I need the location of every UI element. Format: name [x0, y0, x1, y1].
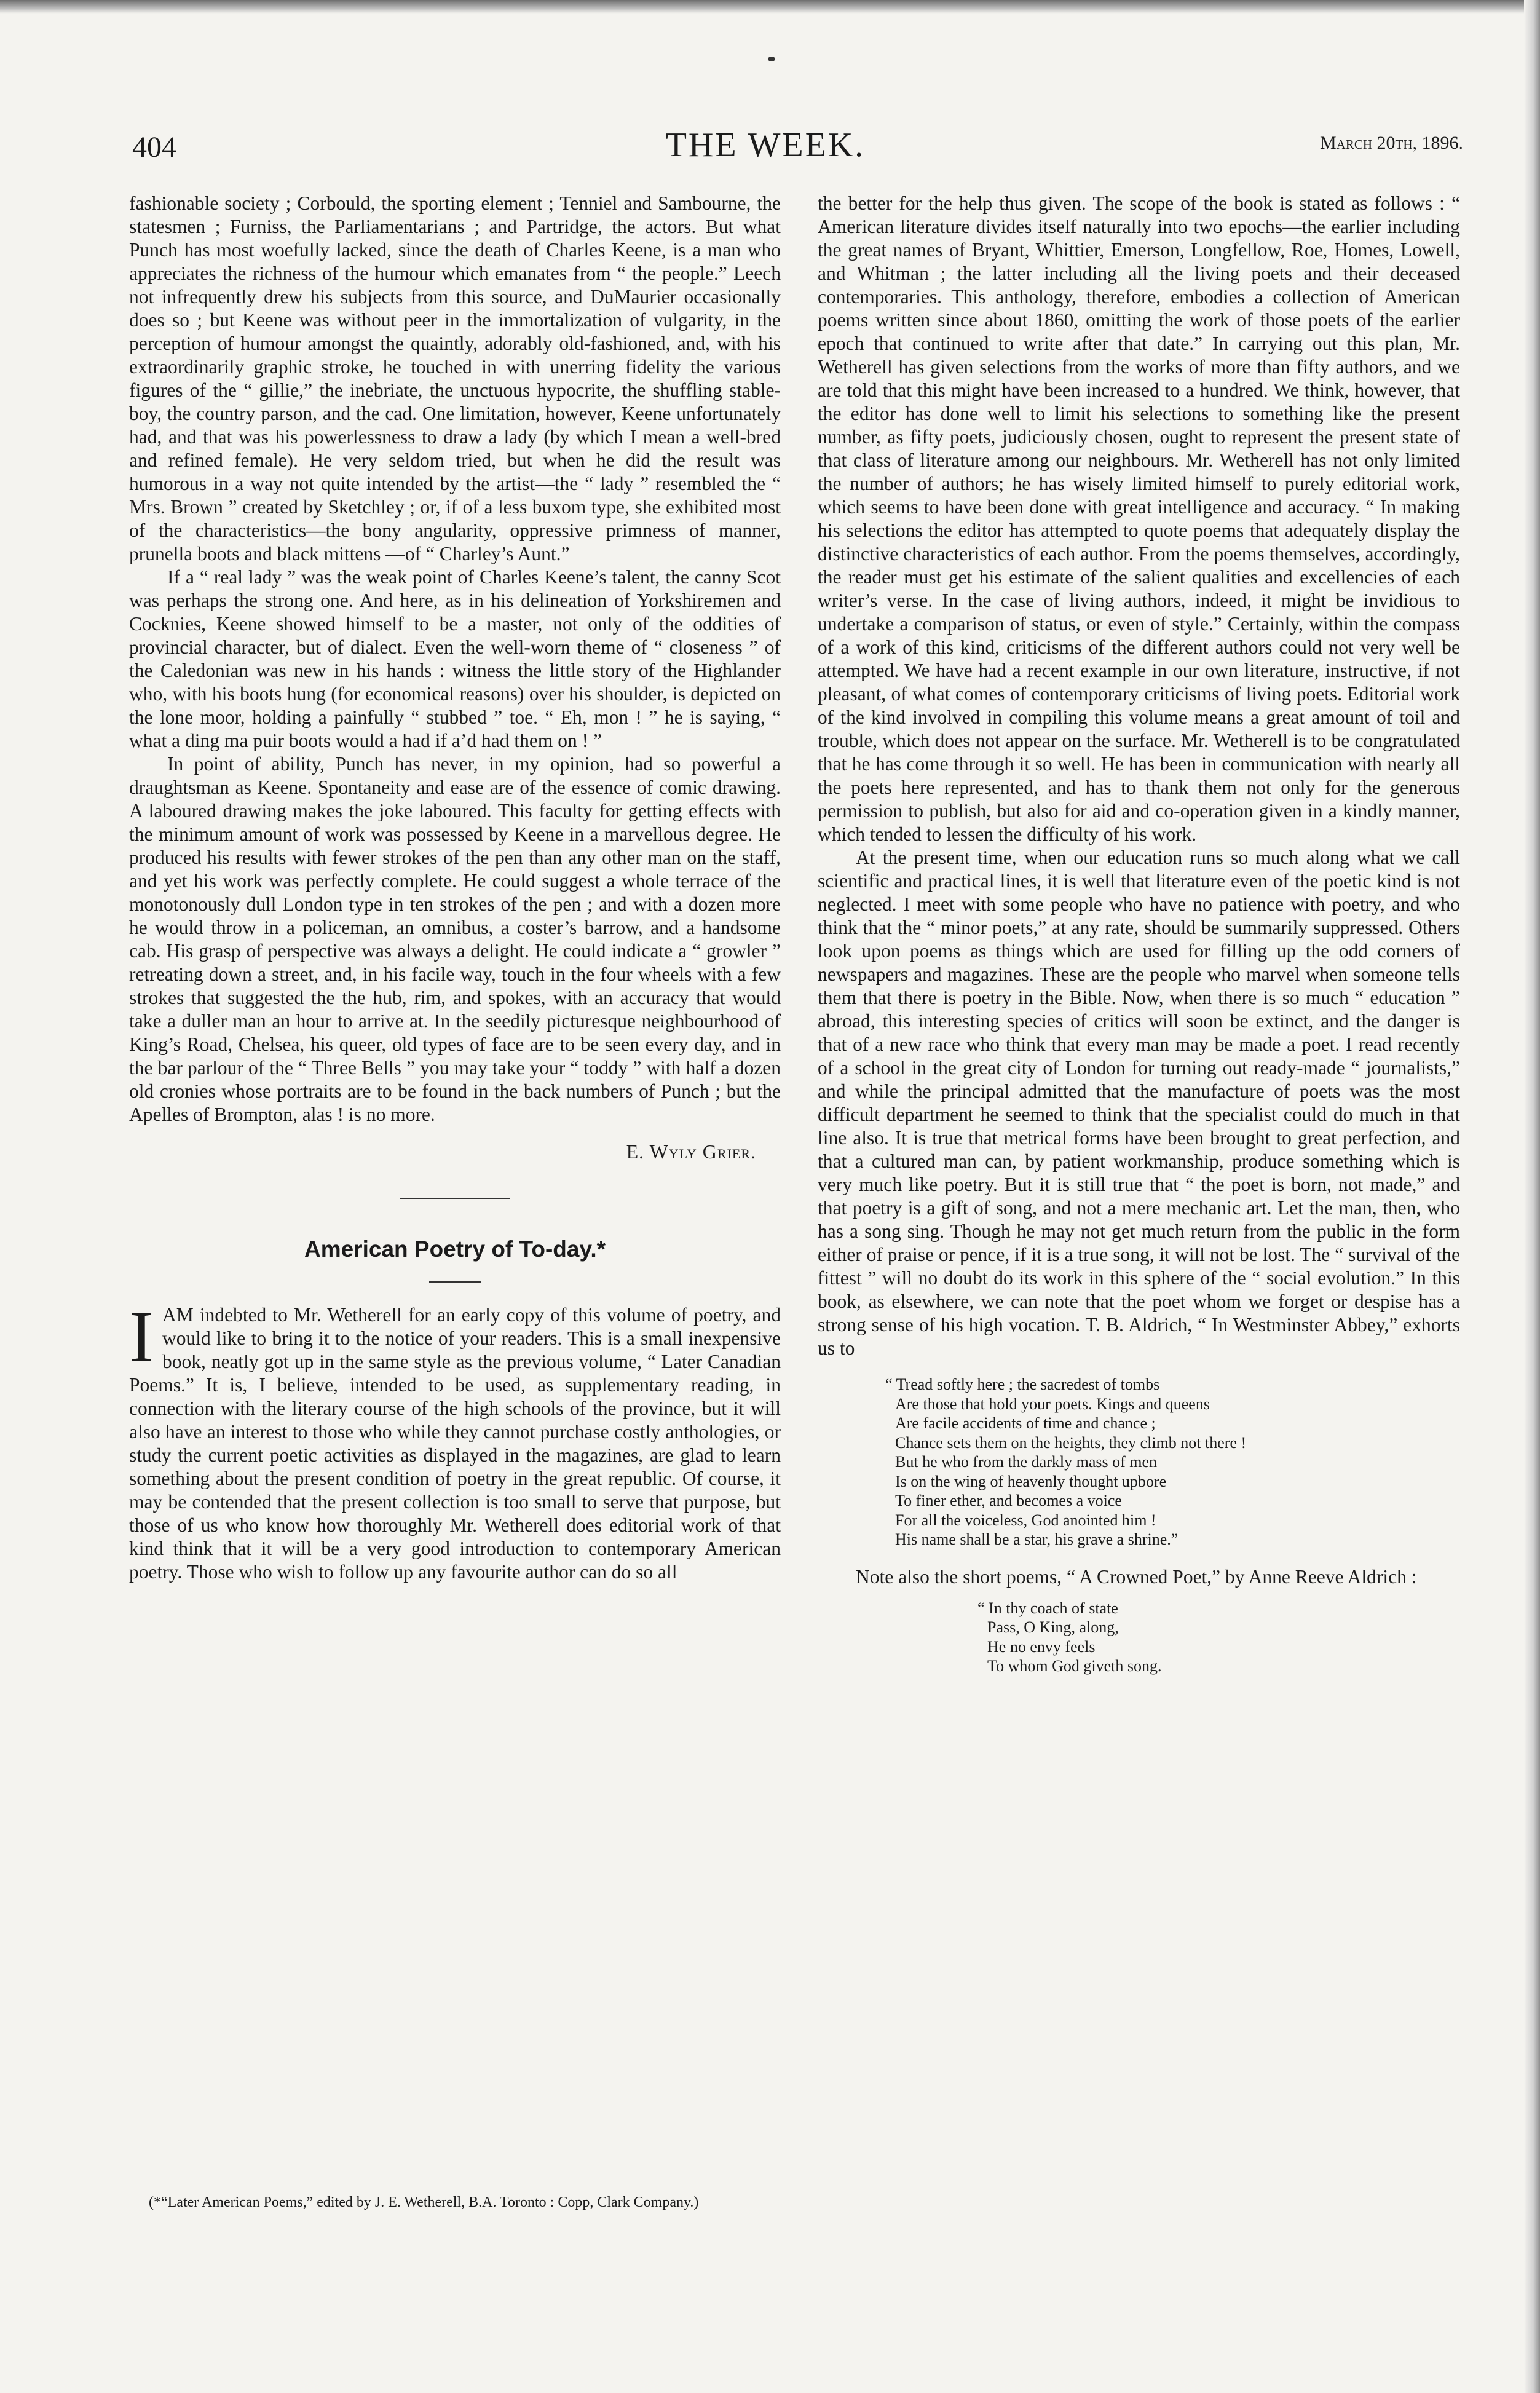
left-column: [129, 192, 781, 1584]
poem-line: “ In thy coach of state: [977, 1599, 1118, 1617]
ink-mark: [768, 57, 775, 61]
title-divider: [429, 1281, 481, 1283]
scan-top-edge: [0, 0, 1540, 14]
paragraph: At the present time, when our education runs so much along what we call scientific and practical lines, it is well that literature even of the poetic kind is not neglected. I meet with some people who have no patience with poetry, and who think that the “ minor poets,” at any rate, should be summarily suppressed. Others look upon poems as things which are used for filling up the odd corners of newspapers and magazines. These are the people who marvel when someone tells them that there is poetry in the Bible. Now, when there is so much “ education ” abroad, this interesting species of critics will soon be extinct, and the danger is that of a new race who think that every man may be made a poet. I read recently of a school in the great city of London for turning out ready-made “ journalists,” and while the principal admitted that the manufacture of poets was the most difficult department he seemed to think that the specialist could do much in that line also. It is true that metrical forms have been brought to great perfection, and that a cultured man can, by patient workmanship, produce something which is very much like poetry. But it is still true that “ the poet is born, not made,” and that poetry is a gift of song, and not a mere mechanic art. Let the man, then, who has a song sing. Though he may not get much return from the public in the form either of praise or pence, if it is a true song, it will not be lost. The “ survival of the fittest ” will no doubt do its work in this sphere of the “ social evolution.” In this book, as elsewhere, we can note that the poet whom we forget or despise has a strong sense of his high vocation. T. B. Aldrich, “ In Westminster Abbey,” exhorts us to: [818, 847, 1460, 1359]
drop-cap: I: [129, 1295, 154, 1377]
running-date: March 20th, 1896.: [1319, 133, 1463, 153]
right-column: [818, 192, 1460, 1692]
poem-line: His name shall be a star, his grave a shrine.”: [895, 1530, 1179, 1548]
footnote: (*“Later American Poems,” edited by J. E. Wetherell, B.A. Toronto : Copp, Clark Company.): [149, 2194, 699, 2210]
poem-line: But he who from the darkly mass of men: [895, 1453, 1158, 1471]
paragraph: the better for the help thus given. The scope of the book is stated as follows : “ American literature divides itself naturally into two epochs—the earlier including the great names of Bryant, Whittier, Emerson, Longfellow, Roe, Homes, Lowell, and Whitman ; the latter including all the living poets and their deceased contemporaries. This anthology, therefore, embodies a collection of American poems written since about 1860, omitting the work of those poets of the earlier epoch that continued to write after that date.” In carrying out this plan, Mr. Wetherell has given selections from the works of more than fifty authors, and we are told that this might have been increased to a hundred. We think, however, that the editor has done well to limit his selections to something like the present number, as fifty poets, judiciously chosen, ought to represent the present state of that class of literature among our neighbours. Mr. Wetherell has not only limited the number of authors; he has wisely limited himself to purely editorial work, which seems to have been done with great intelligence and accuracy. “ In making his selections the editor has attempted to quote poems that adequately display the distinctive characteristics of each author. From the poems themselves, accordingly, the reader must get his estimate of the salient qualities and excellencies of each writer’s verse. In the case of living authors, indeed, it might be invidious to undertake a comparison of status, or even of style.” Certainly, within the compass of a work of this kind, criticisms of the different authors could not very well be attempted. We have had a recent example in our own literature, instructive, if not pleasant, of what comes of contemporary criticisms of living poets. Editorial work of the kind involved in compiling this volume means a great amount of toil and trouble, which does not appear on the surface. Mr. Wetherell is to be congratulated that he has come through it so well. He has been in communication with nearly all the poets here represented, and has to thank them not only for the generous permission to publish, but also for aid and co-operation given in a kindly manner, which tended to lessen the difficulty of his work.: [818, 192, 1460, 845]
poem-line: Chance sets them on the heights, they climb not there !: [895, 1433, 1247, 1452]
poem-line: He no envy feels: [987, 1637, 1096, 1656]
poem-line: Are those that hold your poets. Kings and queens: [895, 1394, 1210, 1413]
running-title: THE WEEK.: [665, 126, 866, 164]
poem-line: Pass, O King, along,: [987, 1618, 1119, 1636]
poem-line: Is on the wing of heavenly thought upbore: [895, 1472, 1167, 1490]
poem-line: To whom God giveth song.: [987, 1657, 1162, 1675]
article-title: American Poetry of To-day.*: [304, 1236, 606, 1262]
paragraph: Note also the short poems, “ A Crowned Poet,” by Anne Reeve Aldrich :: [856, 1565, 1417, 1588]
opening-text: AM indebted to Mr. Wetherell for an early copy of this volume of poetry, and would like to bring it to the notice of your readers. This is a small inexpensive book, neatly got up in the same style as the previous volume, “ Later Canadian Poems.” It is, I believe, intended to be used, as supplementary reading, in connection with the literary course of the high schools of the province, but it will also have an interest to those who while they cannot purchase costly anthologies, or study the current poetic activities as displayed in the magazines, are glad to learn something about the present condition of poetry in the great republic. Of course, it may be contended that the present collection is too small to serve that purpose, but those of us who know how thoroughly Mr. Wetherell does editorial work of that kind think that it will be a very good introduction to contemporary American poetry. Those who wish to follow up any favourite author can do so all: [129, 1304, 781, 1583]
poem-line: Are facile accidents of time and chance ;: [895, 1414, 1156, 1432]
paragraph: In point of ability, Punch has never, in my opinion, had so powerful a draughtsman as Keene. Spontaneity and ease are of the essence of comic drawing. A laboured drawing makes the joke laboured. This faculty for getting effects with the minimum amount of work was possessed by Keene in a marvellous degree. He produced his results with fewer strokes of the pen than any other man on the staff, and yet his work was perfectly complete. He could suggest a whole terrace of the monotonously dull London type in ten strokes of the pen ; and with a dozen more he would throw in a policeman, an omnibus, a coster’s barrow, and a handsome cab. His grasp of perspective was always a delight. He could indicate a “ growler ” retreating down a street, and, in his facile way, touch in the four wheels with a few strokes that suggested the the hub, rim, and spokes, with an accuracy that would take a duller man an hour to arrive at. In the seedily picturesque neighbourhood of King’s Road, Chelsea, his queer, old types of face are to be seen every day, and in the bar parlour of the “ Three Bells ” you may take your “ toddy ” with half a dozen old cronies whose portraits are to be found in the back numbers of Punch ; but the Apelles of Brompton, alas ! is no more.: [129, 753, 781, 1125]
author-signature: E. Wyly Grier.: [626, 1141, 756, 1163]
paragraph: If a “ real lady ” was the weak point of Charles Keene’s talent, the canny Scot was perhaps the strong one. And here, as in his delineation of Yorkshiremen and Cocknies, Keene showed himself to be a master, not only of the oddities of provincial character, but of dialect. Even the well-worn theme of “ closeness ” of the Caledonian was new in his hands : witness the little story of the Highlander who, with his boots hung (for economical reasons) over his shoulder, is depicted on the lone moor, holding a painfully “ stubbed ” toe. “ Eh, mon ! ” he is saying, “ what a ding ma puir boots would a had if a’d had them on ! ”: [129, 566, 781, 751]
poem-line: To finer ether, and becomes a voice: [895, 1492, 1122, 1509]
poem-quote-crowned-poet: [818, 1599, 1460, 1676]
section-divider: [400, 1198, 510, 1199]
poem-line: For all the voiceless, God anointed him !: [895, 1511, 1156, 1529]
poem-quote-westminster: [818, 1375, 1460, 1549]
poem-line: “ Tread softly here ; the sacredest of tombs: [885, 1375, 1160, 1393]
page-number: 404: [132, 131, 176, 164]
paragraph: fashionable society ; Corbould, the sporting element ; Tenniel and Sambourne, the statesmen ; Furniss, the Parliamentarians ; and Partridge, the actors. But what Punch has most woefully lacked, since the death of Charles Keene, is a man who appreciates the richness of the humour which emanates from “ the people.” Leech not infrequently drew his subjects from this source, and DuMaurier occasionally does so ; but Keene was without peer in the immortalization of vulgarity, in the perception of humour amongst the quaintly, adorably old-fashioned, and, with his extraordinarily graphic stroke, he touched in with unerring fidelity the various figures of the “ gillie,” the inebriate, the unctuous hypocrite, the shuffling stable-boy, the country parson, and the cad. One limitation, however, Keene unfortunately had, and that was his powerlessness to draw a lady (by which I mean a well-bred and refined female). He very seldom tried, but when he did the result was humorous in a way not quite intended by the artist—the “ lady ” resembled the “ Mrs. Brown ” created by Sketchley ; or, if of a less buxom type, she exhibited most of the characteristics—the bony angularity, oppressive primness of manner, prunella boots and black mittens —of “ Charley’s Aunt.”: [129, 192, 781, 564]
scan-right-edge: [1524, 0, 1540, 2393]
opening-paragraph: [129, 1295, 781, 1584]
